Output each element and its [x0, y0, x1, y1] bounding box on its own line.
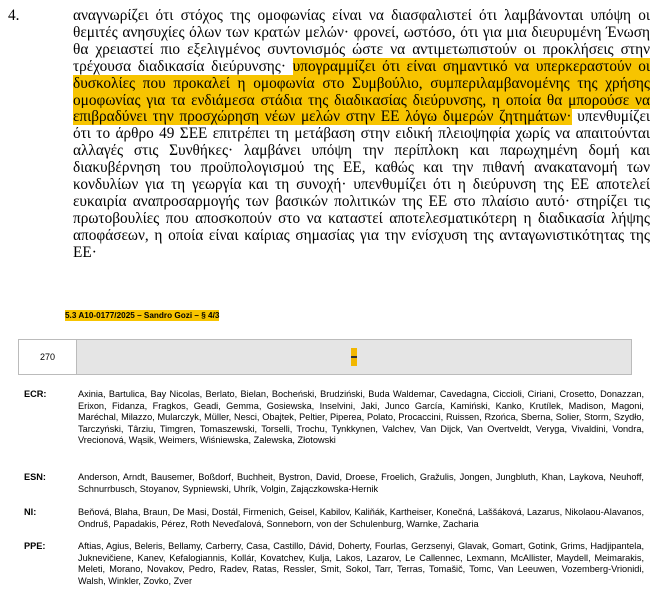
amendment-label-text: 5.3 A10-0177/2025 – Sandro Gozi – § 4/3 — [65, 311, 220, 320]
vote-count-box — [18, 339, 77, 375]
group-esn — [24, 472, 644, 495]
group-label: ECR: — [24, 389, 47, 399]
paragraph-text-highlighted: υπογραμμίζει ότι είναι σημαντικό να υπερκεραστούν οι δυσκολίες που προκαλεί η ομοφωνία στο Συμβούλιο, συμπεριλαμβανομένης της χρήσης ομοφωνίας για τα ενδιάμεσα στάδια της διαδικασίας διεύρυνσης, η οποία θα μπορούσε να επιβραδύνει την προσχώρηση νέων μελών στην ΕΕ λόγω διμερών ζητημάτων· — [73, 57, 650, 126]
paragraph-4 — [8, 8, 650, 262]
vote-result-row — [18, 339, 632, 375]
group-label: ESN: — [24, 472, 46, 482]
group-label: PPE: — [24, 541, 46, 551]
vote-marker — [351, 348, 357, 366]
vote-bar — [76, 339, 632, 375]
paragraph-text-before: αναγνωρίζει ότι στόχος της ομοφωνίας είναι να διασφαλιστεί ότι λαμβάνονται υπόψη οι θεμιτές ανησυχίες όλων των κρατών μελών· φρονεί, ωστόσο, ότι για μια διευρυμένη Ένωση θα χρειαστεί πιο εξελιγμένος συντονισμός ώστε να αντιμετωπιστούν οι προκλήσεις στην τρέχουσα διαδικασία διεύρυνσης· — [73, 7, 650, 75]
paragraph-number: 4. — [8, 7, 20, 24]
group-label: NI: — [24, 507, 37, 517]
group-names: Axinia, Bartulica, Bay Nicolas, Berlato, Bielan, Bocheński, Brudziński, Buda Waldemar, Cavedagna, Ciccioli, Ciriani, Crosetto, Donazzan, Erixon, Fidanza, Fragkos, Geadi, Gemma, Gosiewska, Inselvini, Jaki, Junco García, Kamiński, Kanko, Krutílek, Madison, Magoni, Maréchal, Milazzo, Mularczyk, Müller, Nesci, Obajtek, Peltier, Piperea, Polato, Procaccini, Ruissen, Rzońca, Sberna, Solier, Storm, Szydło, Tarczyński, Târziu, Timgren, Tomaszewski, Torselli, Trochu, Tynkkynen, Valchev, Van Dijck, Van Overtveldt, Veryga, Vivaldini, Vondra, Vrecionová, Wąsik, Weimers, Wiśniewska, Zalewska, Złotowski — [78, 389, 644, 445]
group-ecr — [24, 389, 644, 447]
group-names: Anderson, Arndt, Bausemer, Boßdorf, Buchheit, Bystron, David, Droese, Froelich, Gražulis, Jongen, Jungbluth, Khan, Laykova, Neuhoff, Schnurrbusch, Stoyanov, Sypniewski, Uhrík, Volgin, Zajączkowska-Hernik — [78, 472, 644, 494]
paragraph-body — [73, 8, 650, 262]
group-ppe — [24, 541, 644, 587]
paragraph-text-after: υπενθυμίζει ότι το άρθρο 49 ΣΕΕ επιτρέπει τη μετάβαση στην ειδική πλειοψηφία χωρίς να απαιτούνται αλλαγές στις Συνθήκες· λαμβάνει υπόψη την περίπλοκη και παρωχημένη δομή και διακυβέρνηση του προϋπολογισμού της ΕΕ, καθώς και την πιθανή ανακατανομή των κονδυλίων για τη γεωργία και τη συνοχή· υπενθυμίζει ότι η διεύρυνση της ΕΕ αποτελεί ευκαιρία αναπροσαρμογής των βασικών πολιτικών της ΕΕ στο πλαίσιο αυτό· στηρίζει τις πρωτοβουλίες που αποσκοπούν στο να καταστεί αποτελεσματικότερη η διαδικασία λήψης αποφάσεων, η οποία είναι καίριας σημασίας για την ενίσχυση της ανταγωνιστικότητας της ΕΕ· — [73, 108, 650, 261]
vote-count: 270 — [39, 352, 56, 362]
amendment-label — [65, 311, 219, 320]
group-ni — [24, 507, 644, 530]
group-names: Aftias, Agius, Beleris, Bellamy, Carberry, Casa, Castillo, Dávid, Doherty, Fourlas, Gerzsenyi, Glavak, Gomart, Gotink, Grims, Hadjipantela, Juknevičiene, Kanev, Kefalogiannis, Kollár, Kovatchev, Kulja, Lakos, Lazarov, Le Callennec, Lexmann, McAllister, Maydell, Meimarakis, Meleti, Morano, Novakov, Pedro, Radev, Ratas, Ressler, Smit, Sokol, Tarr, Terras, Tomašič, Tomc, Van Leeuwen, Vozemberg-Vrionidi, Walsh, Winkler, Zovko, Zver — [78, 541, 644, 586]
group-names: Beňová, Blaha, Braun, De Masi, Dostál, Firmenich, Geisel, Kabilov, Kaliňák, Kartheiser, Konečná, Laššáková, Lazarus, Nikolaou-Alavanos, Ondruš, Papadakis, Pérez, Roth Neveďalová, Sonneborn, von der Schulenburg, Warnke, Zacharia — [78, 507, 644, 529]
